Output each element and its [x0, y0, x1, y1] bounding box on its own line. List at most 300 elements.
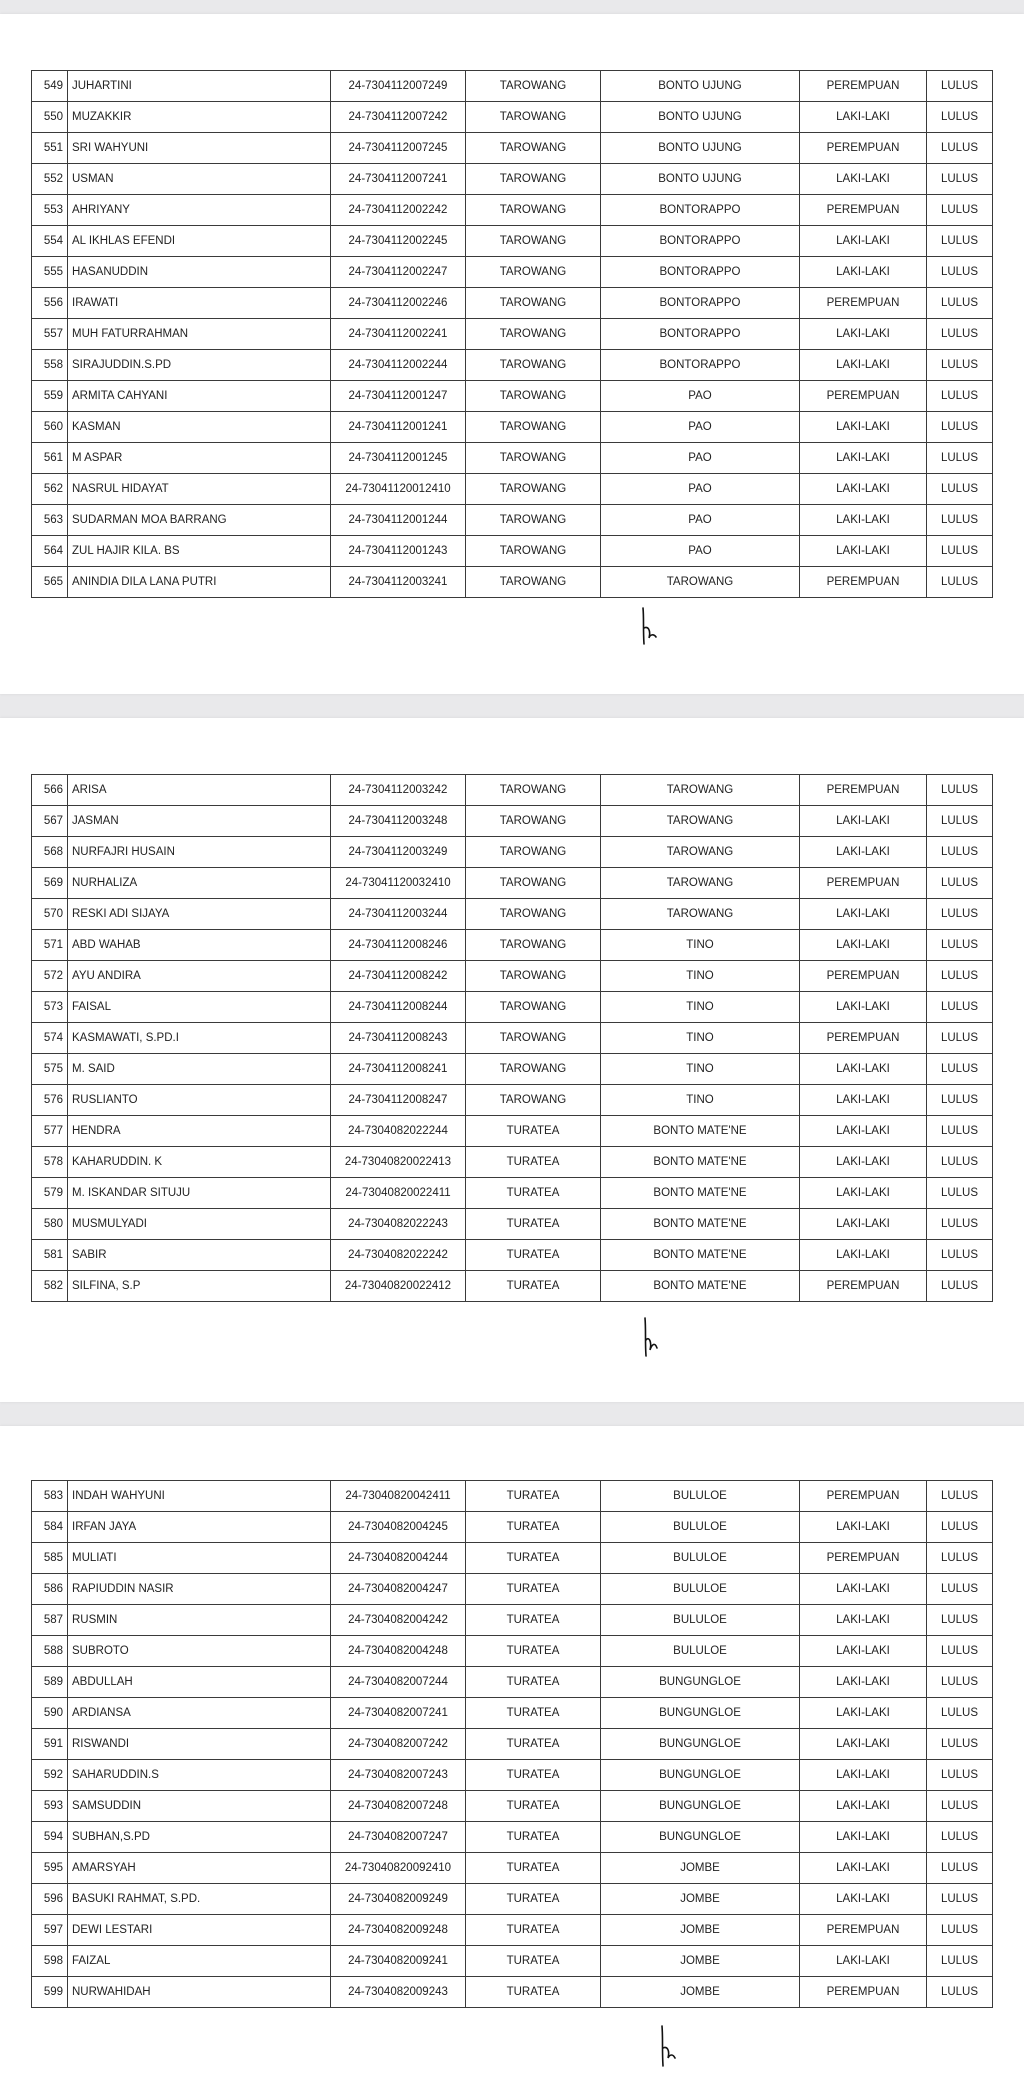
status-cell: LULUS — [927, 1543, 993, 1574]
registration-number: 24-7304112007242 — [331, 102, 466, 133]
registration-number: 24-73041120012410 — [331, 474, 466, 505]
gender-cell: PEREMPUAN — [800, 195, 927, 226]
row-number: 586 — [32, 1574, 68, 1605]
participant-name: JUHARTINI — [68, 71, 331, 102]
registration-number: 24-73040820042411 — [331, 1481, 466, 1512]
participant-name: M. ISKANDAR SITUJU — [68, 1178, 331, 1209]
row-number: 584 — [32, 1512, 68, 1543]
table-row — [32, 1884, 993, 1915]
participant-name: ARMITA CAHYANI — [68, 381, 331, 412]
status-cell: LULUS — [927, 1605, 993, 1636]
registration-number: 24-7304112003242 — [331, 775, 466, 806]
kecamatan-cell: TAROWANG — [466, 775, 601, 806]
kecamatan-cell: TURATEA — [466, 1512, 601, 1543]
gender-cell: PEREMPUAN — [800, 1481, 927, 1512]
participant-name: BASUKI RAHMAT, S.PD. — [68, 1884, 331, 1915]
status-cell: LULUS — [927, 1667, 993, 1698]
kecamatan-cell: TURATEA — [466, 1178, 601, 1209]
participant-name: USMAN — [68, 164, 331, 195]
gender-cell: LAKI-LAKI — [800, 1147, 927, 1178]
kecamatan-cell: TAROWANG — [466, 1085, 601, 1116]
participant-name: KASMAWATI, S.PD.I — [68, 1023, 331, 1054]
row-number: 564 — [32, 536, 68, 567]
status-cell: LULUS — [927, 930, 993, 961]
table-row — [32, 381, 993, 412]
participant-name: ANINDIA DILA LANA PUTRI — [68, 567, 331, 598]
kecamatan-cell: TURATEA — [466, 1240, 601, 1271]
gender-cell: LAKI-LAKI — [800, 1946, 927, 1977]
status-cell: LULUS — [927, 1760, 993, 1791]
desa-cell: BONTO MATE'NE — [601, 1209, 800, 1240]
registration-number: 24-7304082009248 — [331, 1915, 466, 1946]
gender-cell: LAKI-LAKI — [800, 1667, 927, 1698]
row-number: 583 — [32, 1481, 68, 1512]
row-number: 570 — [32, 899, 68, 930]
participant-name: RESKI ADI SIJAYA — [68, 899, 331, 930]
participant-name: SAMSUDDIN — [68, 1791, 331, 1822]
table-row — [32, 1116, 993, 1147]
participant-name: INDAH WAHYUNI — [68, 1481, 331, 1512]
participant-name: FAISAL — [68, 992, 331, 1023]
kecamatan-cell: TURATEA — [466, 1791, 601, 1822]
row-number: 561 — [32, 443, 68, 474]
desa-cell: BULULOE — [601, 1543, 800, 1574]
kecamatan-cell: TURATEA — [466, 1116, 601, 1147]
registration-number: 24-7304112002246 — [331, 288, 466, 319]
status-cell: LULUS — [927, 1853, 993, 1884]
kecamatan-cell: TURATEA — [466, 1147, 601, 1178]
kecamatan-cell: TURATEA — [466, 1636, 601, 1667]
kecamatan-cell: TAROWANG — [466, 837, 601, 868]
row-number: 550 — [32, 102, 68, 133]
registration-number: 24-73040820022411 — [331, 1178, 466, 1209]
row-number: 553 — [32, 195, 68, 226]
gender-cell: PEREMPUAN — [800, 1023, 927, 1054]
registration-number: 24-7304112007241 — [331, 164, 466, 195]
gender-cell: LAKI-LAKI — [800, 1729, 927, 1760]
desa-cell: BUNGUNGLOE — [601, 1698, 800, 1729]
registration-number: 24-73040820022412 — [331, 1271, 466, 1302]
registration-number: 24-7304082022243 — [331, 1209, 466, 1240]
desa-cell: BULULOE — [601, 1574, 800, 1605]
participant-name: SABIR — [68, 1240, 331, 1271]
row-number: 582 — [32, 1271, 68, 1302]
participant-name: ARISA — [68, 775, 331, 806]
participant-table — [31, 1480, 993, 2008]
gender-cell: LAKI-LAKI — [800, 1054, 927, 1085]
table-row — [32, 1543, 993, 1574]
status-cell: LULUS — [927, 1023, 993, 1054]
row-number: 575 — [32, 1054, 68, 1085]
table-row — [32, 1760, 993, 1791]
registration-number: 24-7304112003248 — [331, 806, 466, 837]
registration-number: 24-7304082004245 — [331, 1512, 466, 1543]
kecamatan-cell: TURATEA — [466, 1946, 601, 1977]
row-number: 587 — [32, 1605, 68, 1636]
kecamatan-cell: TURATEA — [466, 1977, 601, 2008]
kecamatan-cell: TAROWANG — [466, 567, 601, 598]
table-row — [32, 226, 993, 257]
table-row — [32, 536, 993, 567]
kecamatan-cell: TAROWANG — [466, 899, 601, 930]
table-row — [32, 1054, 993, 1085]
desa-cell: PAO — [601, 412, 800, 443]
table-row — [32, 1209, 993, 1240]
registration-number: 24-73041120032410 — [331, 868, 466, 899]
gender-cell: PEREMPUAN — [800, 133, 927, 164]
status-cell: LULUS — [927, 195, 993, 226]
desa-cell: TINO — [601, 1085, 800, 1116]
kecamatan-cell: TURATEA — [466, 1209, 601, 1240]
status-cell: LULUS — [927, 567, 993, 598]
participant-name: MUZAKKIR — [68, 102, 331, 133]
desa-cell: TAROWANG — [601, 567, 800, 598]
row-number: 574 — [32, 1023, 68, 1054]
participant-name: M. SAID — [68, 1054, 331, 1085]
registration-number: 24-7304082004247 — [331, 1574, 466, 1605]
participant-name: HENDRA — [68, 1116, 331, 1147]
status-cell: LULUS — [927, 837, 993, 868]
row-number: 599 — [32, 1977, 68, 2008]
kecamatan-cell: TAROWANG — [466, 350, 601, 381]
gender-cell: PEREMPUAN — [800, 381, 927, 412]
registration-number: 24-7304082007242 — [331, 1729, 466, 1760]
participant-name: RUSMIN — [68, 1605, 331, 1636]
status-cell: LULUS — [927, 443, 993, 474]
participant-name: SUDARMAN MOA BARRANG — [68, 505, 331, 536]
kecamatan-cell: TURATEA — [466, 1481, 601, 1512]
desa-cell: TAROWANG — [601, 775, 800, 806]
gender-cell: LAKI-LAKI — [800, 992, 927, 1023]
table-row — [32, 1574, 993, 1605]
gender-cell: PEREMPUAN — [800, 1271, 927, 1302]
status-cell: LULUS — [927, 133, 993, 164]
table-row — [32, 1240, 993, 1271]
table-row — [32, 1822, 993, 1853]
participant-name: ARDIANSA — [68, 1698, 331, 1729]
desa-cell: BONTORAPPO — [601, 350, 800, 381]
status-cell: LULUS — [927, 1574, 993, 1605]
status-cell: LULUS — [927, 536, 993, 567]
kecamatan-cell: TURATEA — [466, 1605, 601, 1636]
row-number: 549 — [32, 71, 68, 102]
table-row — [32, 992, 993, 1023]
gender-cell: PEREMPUAN — [800, 71, 927, 102]
registration-number: 24-7304112008246 — [331, 930, 466, 961]
participant-name: ABD WAHAB — [68, 930, 331, 961]
kecamatan-cell: TURATEA — [466, 1760, 601, 1791]
participant-name: SRI WAHYUNI — [68, 133, 331, 164]
registration-number: 24-7304082007244 — [331, 1667, 466, 1698]
table-row — [32, 1178, 993, 1209]
desa-cell: BUNGUNGLOE — [601, 1729, 800, 1760]
status-cell: LULUS — [927, 1698, 993, 1729]
participant-name: NURWAHIDAH — [68, 1977, 331, 2008]
status-cell: LULUS — [927, 775, 993, 806]
gender-cell: LAKI-LAKI — [800, 1853, 927, 1884]
status-cell: LULUS — [927, 257, 993, 288]
registration-number: 24-73040820022413 — [331, 1147, 466, 1178]
participant-name: FAIZAL — [68, 1946, 331, 1977]
desa-cell: PAO — [601, 536, 800, 567]
gender-cell: LAKI-LAKI — [800, 1240, 927, 1271]
gender-cell: PEREMPUAN — [800, 868, 927, 899]
row-number: 563 — [32, 505, 68, 536]
participant-name: NURFAJRI HUSAIN — [68, 837, 331, 868]
registration-number: 24-7304112007249 — [331, 71, 466, 102]
gender-cell: PEREMPUAN — [800, 1543, 927, 1574]
desa-cell: BUNGUNGLOE — [601, 1791, 800, 1822]
kecamatan-cell: TAROWANG — [466, 536, 601, 567]
kecamatan-cell: TAROWANG — [466, 505, 601, 536]
desa-cell: TINO — [601, 1054, 800, 1085]
registration-number: 24-7304082004248 — [331, 1636, 466, 1667]
participant-name: IRAWATI — [68, 288, 331, 319]
gender-cell: LAKI-LAKI — [800, 1605, 927, 1636]
registration-number: 24-7304082009243 — [331, 1977, 466, 2008]
desa-cell: JOMBE — [601, 1946, 800, 1977]
participant-name: JASMAN — [68, 806, 331, 837]
gender-cell: LAKI-LAKI — [800, 930, 927, 961]
gender-cell: LAKI-LAKI — [800, 443, 927, 474]
participant-name: AMARSYAH — [68, 1853, 331, 1884]
kecamatan-cell: TAROWANG — [466, 164, 601, 195]
table-row — [32, 1915, 993, 1946]
kecamatan-cell: TAROWANG — [466, 102, 601, 133]
table-row — [32, 164, 993, 195]
table-row — [32, 567, 993, 598]
table-row — [32, 71, 993, 102]
kecamatan-cell: TAROWANG — [466, 474, 601, 505]
table-row — [32, 1946, 993, 1977]
kecamatan-cell: TURATEA — [466, 1543, 601, 1574]
row-number: 585 — [32, 1543, 68, 1574]
status-cell: LULUS — [927, 1116, 993, 1147]
row-number: 556 — [32, 288, 68, 319]
participant-name: SIRAJUDDIN.S.PD — [68, 350, 331, 381]
status-cell: LULUS — [927, 412, 993, 443]
row-number: 589 — [32, 1667, 68, 1698]
table-row — [32, 257, 993, 288]
kecamatan-cell: TAROWANG — [466, 443, 601, 474]
desa-cell: BUNGUNGLOE — [601, 1822, 800, 1853]
gender-cell: LAKI-LAKI — [800, 1822, 927, 1853]
registration-number: 24-7304082007248 — [331, 1791, 466, 1822]
registration-number: 24-7304082007243 — [331, 1760, 466, 1791]
registration-number: 24-7304112001241 — [331, 412, 466, 443]
gender-cell: PEREMPUAN — [800, 1977, 927, 2008]
row-number: 551 — [32, 133, 68, 164]
kecamatan-cell: TAROWANG — [466, 195, 601, 226]
kecamatan-cell: TURATEA — [466, 1729, 601, 1760]
gender-cell: LAKI-LAKI — [800, 1574, 927, 1605]
table-row — [32, 133, 993, 164]
table-row — [32, 1791, 993, 1822]
registration-number: 24-7304082009249 — [331, 1884, 466, 1915]
status-cell: LULUS — [927, 1271, 993, 1302]
table-row — [32, 505, 993, 536]
gender-cell: LAKI-LAKI — [800, 1178, 927, 1209]
table-row — [32, 443, 993, 474]
status-cell: LULUS — [927, 1209, 993, 1240]
table-row — [32, 1481, 993, 1512]
status-cell: LULUS — [927, 381, 993, 412]
participant-name: ZUL HAJIR KILA. BS — [68, 536, 331, 567]
desa-cell: BULULOE — [601, 1636, 800, 1667]
table-row — [32, 1729, 993, 1760]
document-page-1 — [0, 14, 1024, 694]
status-cell: LULUS — [927, 1946, 993, 1977]
status-cell: LULUS — [927, 226, 993, 257]
status-cell: LULUS — [927, 1147, 993, 1178]
participant-name: HASANUDDIN — [68, 257, 331, 288]
registration-number: 24-7304082007247 — [331, 1822, 466, 1853]
gender-cell: LAKI-LAKI — [800, 474, 927, 505]
row-number: 569 — [32, 868, 68, 899]
kecamatan-cell: TAROWANG — [466, 71, 601, 102]
row-number: 573 — [32, 992, 68, 1023]
desa-cell: BONTO MATE'NE — [601, 1116, 800, 1147]
row-number: 597 — [32, 1915, 68, 1946]
kecamatan-cell: TURATEA — [466, 1822, 601, 1853]
gender-cell: PEREMPUAN — [800, 775, 927, 806]
registration-number: 24-7304082022242 — [331, 1240, 466, 1271]
desa-cell: BONTORAPPO — [601, 257, 800, 288]
desa-cell: BUNGUNGLOE — [601, 1667, 800, 1698]
row-number: 588 — [32, 1636, 68, 1667]
status-cell: LULUS — [927, 102, 993, 133]
registration-number: 24-7304082007241 — [331, 1698, 466, 1729]
kecamatan-cell: TAROWANG — [466, 1054, 601, 1085]
gender-cell: LAKI-LAKI — [800, 102, 927, 133]
kecamatan-cell: TAROWANG — [466, 961, 601, 992]
participant-name: NURHALIZA — [68, 868, 331, 899]
status-cell: LULUS — [927, 1822, 993, 1853]
status-cell: LULUS — [927, 350, 993, 381]
status-cell: LULUS — [927, 474, 993, 505]
desa-cell: BONTO UJUNG — [601, 133, 800, 164]
desa-cell: BONTO UJUNG — [601, 71, 800, 102]
desa-cell: BONTORAPPO — [601, 319, 800, 350]
desa-cell: BULULOE — [601, 1605, 800, 1636]
kecamatan-cell: TAROWANG — [466, 992, 601, 1023]
participant-table — [31, 70, 993, 598]
kecamatan-cell: TAROWANG — [466, 412, 601, 443]
gender-cell: PEREMPUAN — [800, 567, 927, 598]
gender-cell: LAKI-LAKI — [800, 806, 927, 837]
table-row — [32, 102, 993, 133]
participant-name: MULIATI — [68, 1543, 331, 1574]
gender-cell: LAKI-LAKI — [800, 837, 927, 868]
row-number: 568 — [32, 837, 68, 868]
desa-cell: TINO — [601, 930, 800, 961]
kecamatan-cell: TAROWANG — [466, 257, 601, 288]
row-number: 577 — [32, 1116, 68, 1147]
table-row — [32, 1977, 993, 2008]
status-cell: LULUS — [927, 1977, 993, 2008]
status-cell: LULUS — [927, 1791, 993, 1822]
gender-cell: LAKI-LAKI — [800, 319, 927, 350]
table-row — [32, 775, 993, 806]
desa-cell: TINO — [601, 992, 800, 1023]
table-row — [32, 1085, 993, 1116]
table-row — [32, 899, 993, 930]
registration-number: 24-7304082004244 — [331, 1543, 466, 1574]
kecamatan-cell: TAROWANG — [466, 226, 601, 257]
registration-number: 24-7304112008241 — [331, 1054, 466, 1085]
row-number: 595 — [32, 1853, 68, 1884]
participant-name: SAHARUDDIN.S — [68, 1760, 331, 1791]
participant-name: MUSMULYADI — [68, 1209, 331, 1240]
table-row — [32, 350, 993, 381]
kecamatan-cell: TAROWANG — [466, 319, 601, 350]
row-number: 590 — [32, 1698, 68, 1729]
desa-cell: TAROWANG — [601, 899, 800, 930]
status-cell: LULUS — [927, 1729, 993, 1760]
participant-name: KASMAN — [68, 412, 331, 443]
kecamatan-cell: TURATEA — [466, 1698, 601, 1729]
registration-number: 24-7304112002241 — [331, 319, 466, 350]
kecamatan-cell: TURATEA — [466, 1271, 601, 1302]
row-number: 593 — [32, 1791, 68, 1822]
desa-cell: BONTO MATE'NE — [601, 1178, 800, 1209]
status-cell: LULUS — [927, 992, 993, 1023]
row-number: 596 — [32, 1884, 68, 1915]
row-number: 581 — [32, 1240, 68, 1271]
registration-number: 24-7304112008242 — [331, 961, 466, 992]
row-number: 562 — [32, 474, 68, 505]
participant-name: MUH FATURRAHMAN — [68, 319, 331, 350]
table-row — [32, 195, 993, 226]
desa-cell: JOMBE — [601, 1977, 800, 2008]
participant-name: RISWANDI — [68, 1729, 331, 1760]
registration-number: 24-7304112002247 — [331, 257, 466, 288]
kecamatan-cell: TURATEA — [466, 1574, 601, 1605]
desa-cell: TAROWANG — [601, 868, 800, 899]
gender-cell: LAKI-LAKI — [800, 226, 927, 257]
registration-number: 24-7304112008244 — [331, 992, 466, 1023]
table-row — [32, 1512, 993, 1543]
kecamatan-cell: TURATEA — [466, 1915, 601, 1946]
row-number: 558 — [32, 350, 68, 381]
signature-initial-icon — [652, 2022, 682, 2068]
participant-name: RUSLIANTO — [68, 1085, 331, 1116]
gender-cell: LAKI-LAKI — [800, 1636, 927, 1667]
desa-cell: BONTORAPPO — [601, 288, 800, 319]
row-number: 557 — [32, 319, 68, 350]
status-cell: LULUS — [927, 288, 993, 319]
row-number: 559 — [32, 381, 68, 412]
gender-cell: LAKI-LAKI — [800, 350, 927, 381]
participant-name: AYU ANDIRA — [68, 961, 331, 992]
row-number: 591 — [32, 1729, 68, 1760]
table-row — [32, 1605, 993, 1636]
registration-number: 24-7304112001245 — [331, 443, 466, 474]
participant-name: IRFAN JAYA — [68, 1512, 331, 1543]
table-row — [32, 961, 993, 992]
status-cell: LULUS — [927, 1054, 993, 1085]
status-cell: LULUS — [927, 1240, 993, 1271]
status-cell: LULUS — [927, 806, 993, 837]
desa-cell: TAROWANG — [601, 837, 800, 868]
kecamatan-cell: TAROWANG — [466, 288, 601, 319]
gender-cell: LAKI-LAKI — [800, 1698, 927, 1729]
gender-cell: LAKI-LAKI — [800, 536, 927, 567]
participant-name: SUBROTO — [68, 1636, 331, 1667]
desa-cell: BONTO UJUNG — [601, 164, 800, 195]
desa-cell: BULULOE — [601, 1512, 800, 1543]
participant-table — [31, 774, 993, 1302]
